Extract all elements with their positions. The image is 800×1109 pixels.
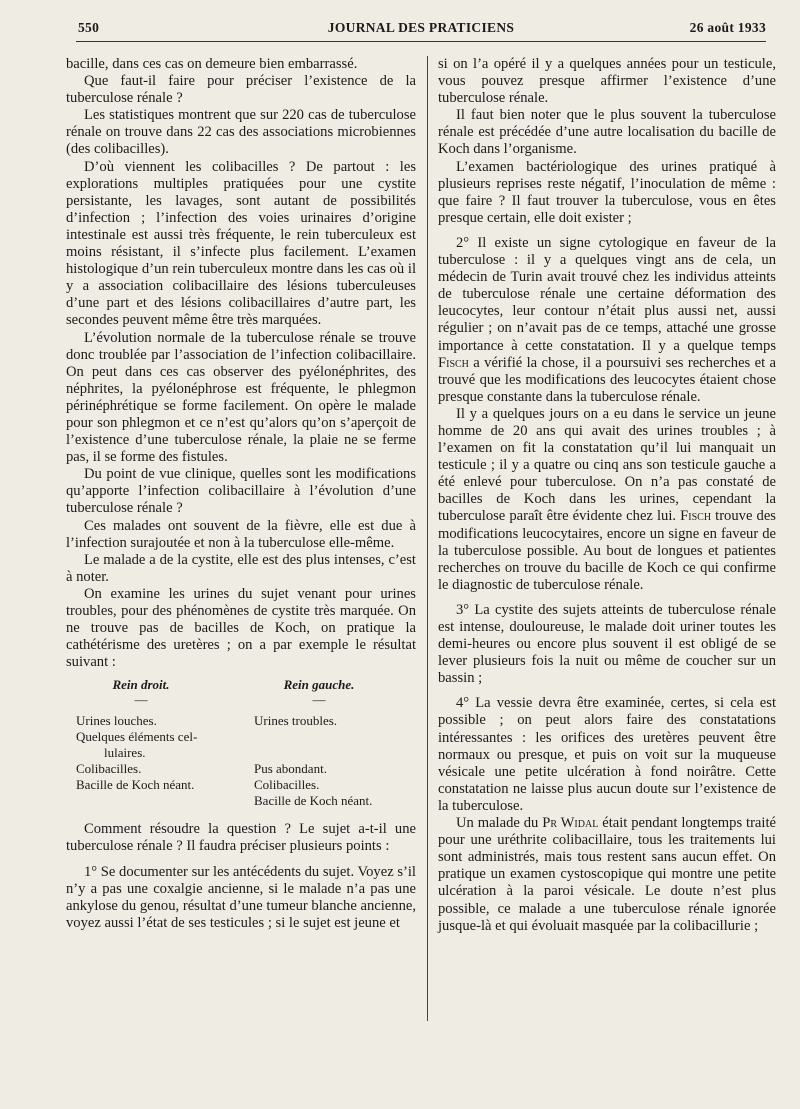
right-kidney-heading: Rein droit.: [112, 677, 170, 693]
table-row: lulaires.: [104, 745, 146, 761]
paragraph: Les statistiques montrent que sur 220 cas de tuberculose rénale on trouve dans 22 cas des associations microbiennes (des colibacilles).: [66, 107, 416, 158]
paragraph: On examine les urines du sujet venant pour urines troubles, pour des phénomènes de cystite très marquée. On ne trouve pas de bacilles de Koch, on pratique la cathétérisme des uretères ; on a par exemple le résultat suivant :: [66, 585, 416, 671]
paragraph: D’où viennent les colibacilles ? De partout : les explorations multiples pratiquées pour une cystite persistante, les lavages, sont autant de possibilités d’infection ; l’infection des voies urinaires d’origine intestinale est aussi très fréquente, le rein tuberculeux est moins résistant, il s’infecte plus facilement. L’examen histologique d’un rein tuberculeux montre dans les cas où il y a association colibacillaire des lésions tuberculeuses d’une part et des lésions colibacillaires d’autre part, les secondes peuvent même être très marquées.: [66, 158, 416, 329]
table-row: Colibacilles.: [76, 761, 142, 777]
paragraph: Le malade a de la cystite, elle est des plus intenses, c’est à noter.: [66, 551, 416, 585]
right-column: [438, 56, 776, 935]
paragraph: Il faut bien noter que le plus souvent la tuberculose rénale est précédée d’une autre localisation du bacille de Koch dans l’organisme.: [438, 107, 776, 158]
table-row: Quelques éléments cel-: [76, 729, 198, 745]
author-name: Fisch: [438, 354, 469, 371]
heading-dash: —: [312, 692, 326, 708]
page-number: 550: [78, 20, 100, 35]
column-divider: [427, 56, 428, 1021]
table-row: Bacille de Koch néant.: [254, 793, 373, 809]
table-row: Colibacilles.: [254, 777, 320, 793]
author-name: Fisch: [680, 508, 712, 525]
author-name: Pr Widal: [542, 815, 599, 832]
table-row: Pus abondant.: [254, 761, 327, 777]
issue-date: 26 août 1933: [689, 20, 766, 35]
paragraph: 3° La cystite des sujets atteints de tuberculose rénale est intense, douloureuse, le malade doit uriner toutes les demi-heures ou encore plus souvent il est obligé de se lever plusieurs fois la nuit ou même de coucher sur un bassin ;: [438, 601, 776, 687]
table-row: Urines troubles.: [254, 713, 338, 729]
paragraph: Comment résoudre la question ? Le sujet a-t-il une tuberculose rénale ? Il faudra préciser plusieurs points :: [66, 821, 416, 855]
header-rule: [76, 41, 766, 42]
heading-dash: —: [134, 692, 148, 708]
left-column: [66, 56, 416, 932]
running-header: [76, 16, 766, 38]
paragraph: L’évolution normale de la tuberculose rénale se trouve donc troublée par l’association de l’infection colibacillaire. On peut dans ces cas observer des pyélonéphrites, des néphrites, la pyélonéphrose est fréquente, le phlegmon périnéphrétique se forme facilement. On opère le malade pour son phlegmon et ce n’est qu’alors qu’on s’aperçoit de l’existence d’une tuberculose rénale, la plaie ne se ferme pas, il se forme des fistules.: [66, 329, 416, 466]
paragraph: L’examen bactériologique des urines pratiqué à plusieurs reprises reste négatif, l’inoculation de même : que faire ? Il faut trouver la tuberculose, vous en êtes presque certain, elle doit exister ;: [438, 158, 776, 226]
catheterism-results-table: [76, 677, 416, 809]
paragraph: Il y a quelques jours on a eu dans le service un jeune homme de 20 ans qui avait des urines troubles ; à l’examen on fit la constatation qu’il lui manquait un testicule ; il y a quatre ou cinq ans son testicule gauche a été enlevé pour tuberculose. On n’a pas constaté de bacilles de Koch dans les urines, cependant la tuberculose paraît être évidente chez lui. Fisch trouve des modifications leucocytaires, encore un signe en faveur de la tuberculose possible. Au bout de longues et patientes recherches on trouve du bacille de Koch ce qui confirme le diagnostic de tuberculose rénale.: [438, 405, 776, 593]
paragraph: Du point de vue clinique, quelles sont les modifications qu’apporte l’infection colibacillaire à l’évolution d’une tuberculose rénale ?: [66, 466, 416, 517]
paragraph: Un malade du Pr Widal était pendant longtemps traité pour une uréthrite colibacillaire, tous les traitements lui sont administrés, mais tous restent sans aucun effet. On pratique un examen cystoscopique qui montre une petite ulcération à la paroi vésicale. Le doute n’est plus possible, ce malade a une tuberculose rénale ignorée jusque-là et qui évoluait masquée par la colibacillurie ;: [438, 815, 776, 934]
paragraph: 1° Se documenter sur les antécédents du sujet. Voyez s’il n’y a pas une coxalgie ancienne, si le malade n’a pas une ankylose du genou, résultat d’une tumeur blanche ancienne, voyez aussi l’état de ses testicules ; si le sujet est jeune et: [66, 863, 416, 931]
right-kidney-column: [76, 677, 254, 809]
left-kidney-column: [254, 677, 416, 809]
journal-title: JOURNAL DES PRATICIENS: [327, 20, 515, 35]
paragraph: 2° Il existe un signe cytologique en faveur de la tuberculose : il y a quelques vingt ans de cela, un médecin de Turin avait trouvé chez les individus atteints de tuberculose rénale une certaine déformation des leucocytes, leur contour n’était plus aussi net, aussi régulier ; on n’avait pas de ce temps, attaché une grosse importance à cette constatation. Il y a quelque temps Fisch a vérifié la chose, il a poursuivi ses recherches et a trouvé que les modifications des leucocytes étaient chose presque constante dans la tuberculose rénale.: [438, 234, 776, 405]
table-row: Urines louches.: [76, 713, 157, 729]
paragraph: 4° La vessie devra être examinée, certes, si cela est possible ; on peut alors faire des constatations intéressantes : les orifices des uretères peuvent être normaux ou presque, et puis on voit sur la muqueuse vésicale une petite ulcération à fond noirâtre. Cette constatation ne laisse plus aucun doute sur l’existence de la tuberculose.: [438, 695, 776, 814]
paragraph: Ces malades ont souvent de la fièvre, elle est due à l’infection surajoutée et non à la tuberculose elle-même.: [66, 517, 416, 551]
table-row: Bacille de Koch néant.: [76, 777, 195, 793]
paragraph: Que faut-il faire pour préciser l’existence de la tuberculose rénale ?: [66, 73, 416, 107]
left-kidney-heading: Rein gauche.: [283, 677, 355, 693]
paragraph: si on l’a opéré il y a quelques années pour un testicule, vous pouvez presque affirmer l’existence d’une tuberculose rénale.: [438, 56, 776, 107]
paragraph: bacille, dans ces cas on demeure bien embarrassé.: [66, 56, 358, 72]
